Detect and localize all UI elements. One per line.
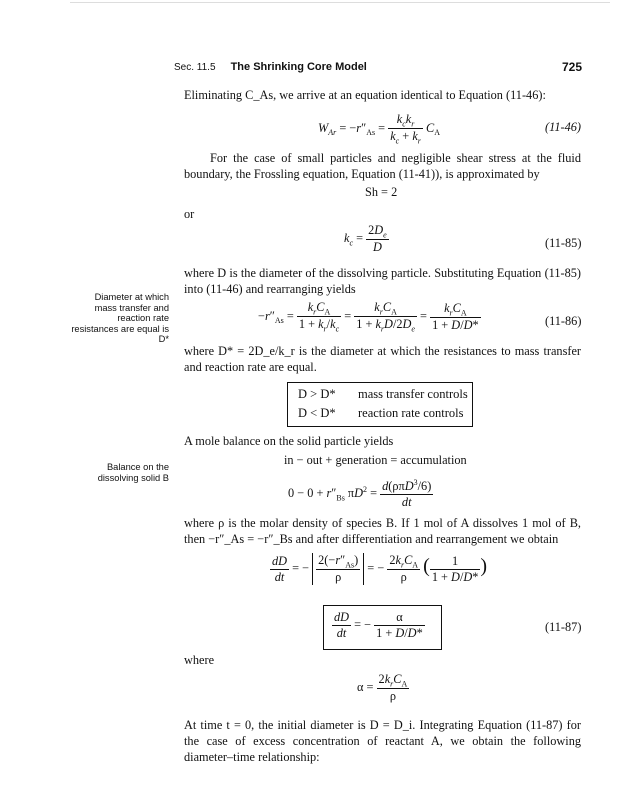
equation-11-86: $-r''_{As}$ = $\frac{k_rC_A}{1 + k_r/k_c}$ = $\frac{k_rC_A}{1 + k_rD/2D_e}$ = $\frac{k_rC_A}{1 + D/D*}$ bbox=[258, 300, 479, 334]
top-rule bbox=[70, 2, 610, 3]
paragraph-1: Eliminating C_As, we arrive at an equation identical to Equation (11-46): bbox=[184, 88, 546, 102]
equation-11-46: $W_{Ar} = -r''_{As}$ = $\frac{k_ck_r}{k_c + k_r}$ $C_A$ bbox=[318, 112, 440, 146]
section-label: Sec. 11.5 bbox=[174, 62, 216, 73]
paragraph-5: A mole balance on the solid particle yields bbox=[184, 434, 394, 448]
equation-11-87: $\frac{dD}{dt}$ = − $\frac{\alpha}{1 + D/D*}$ bbox=[334, 610, 423, 640]
equation-number-11-85: (11-85) bbox=[545, 236, 582, 250]
equation-number-11-46: (11-46) bbox=[545, 120, 581, 134]
sidenote-diameter: Diameter at which mass transfer and reaction rate resistances are equal is D* bbox=[71, 292, 169, 344]
paragraph-6: where ρ is the molar density of species B. If 1 mol of A dissolves 1 mol of B, then −r″_As = −r″_Bs and after differentiation and rearrangement we obtain bbox=[184, 516, 581, 546]
paragraph-4: where D* = 2D_e/k_r is the diameter at which the resistances to mass transfer and reaction rate are equal. bbox=[184, 344, 581, 374]
equation-number-11-86: (11-86) bbox=[545, 314, 582, 328]
equation-11-87-box bbox=[323, 605, 442, 650]
mole-balance-words: in − out + generation = accumulation bbox=[284, 453, 467, 467]
box-row1-condition: D > D* bbox=[298, 387, 336, 401]
section-title: The Shrinking Core Model bbox=[230, 61, 367, 73]
paragraph-7: At time t = 0, the initial diameter is D = D_i. Integrating Equation (11-87) for the case of excess concentration of reactant A, we obtain the following diameter–time relationship: bbox=[184, 718, 581, 764]
page-header bbox=[174, 61, 582, 73]
or-text: or bbox=[184, 207, 195, 221]
page-number: 725 bbox=[561, 60, 582, 74]
equation-11-85: $k_c$ = $\frac{2D_e}{D}$ bbox=[344, 223, 387, 255]
control-regime-box bbox=[287, 382, 473, 427]
equation-number-11-87: (11-87) bbox=[545, 620, 582, 634]
sherwood-equation: Sh = 2 bbox=[365, 185, 398, 199]
derivative-equation: $\frac{dD}{dt}$ = − $\frac{2(-r''_{As})}{\rho}$ = − $\frac{2k_rC_A}{\rho}$ ( $\frac{1}{1 + D/D*}$ ) bbox=[272, 553, 488, 585]
box-row2-text: reaction rate controls bbox=[358, 406, 464, 420]
paragraph-2: For the case of small particles and negligible shear stress at the fluid boundary, the Frossling equation, Equation (11-41)), is approximated by bbox=[184, 151, 581, 181]
box-row2-condition: D < D* bbox=[298, 406, 336, 420]
alpha-definition: α = $\frac{2k_rC_A}{\rho}$ bbox=[357, 672, 408, 704]
box-row1-text: mass transfer controls bbox=[358, 387, 468, 401]
where-text: where bbox=[184, 653, 215, 667]
paragraph-3: where D is the diameter of the dissolving particle. Substituting Equation (11-85) into (11-46) and rearranging yields bbox=[184, 266, 581, 296]
sidenote-balance: Balance on the dissolving solid B bbox=[97, 462, 169, 483]
mole-balance-equation: $0 - 0 + r''_{Bs}$ $\pi D^2$ = $\frac{d(\rho\pi D^3/6)}{dt}$ bbox=[288, 478, 432, 510]
